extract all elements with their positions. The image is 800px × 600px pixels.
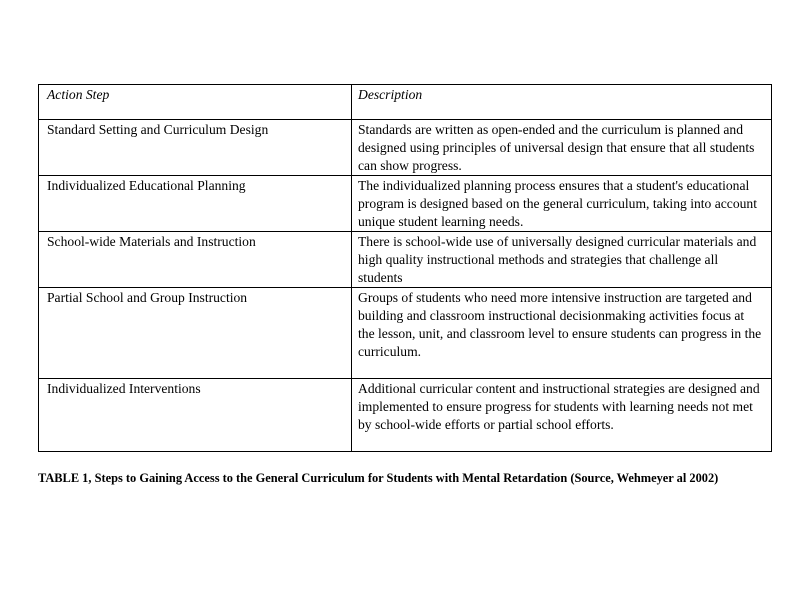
action-step-cell: Standard Setting and Curriculum Design (39, 120, 352, 176)
description-cell: Standards are written as open-ended and the curriculum is planned and designed using principles of universal design that ensure that all students can show progress. (352, 120, 772, 176)
action-step-cell: Individualized Interventions (39, 379, 352, 452)
action-step-cell: Partial School and Group Instruction (39, 288, 352, 379)
action-steps-table (38, 84, 772, 452)
header-action-step: Action Step (39, 85, 352, 120)
action-step-cell: School-wide Materials and Instruction (39, 232, 352, 288)
table-row (39, 232, 772, 288)
description-cell: The individualized planning process ensures that a student's educational program is designed based on the general curriculum, taking into account unique student learning needs. (352, 176, 772, 232)
table-row (39, 379, 772, 452)
table-row (39, 120, 772, 176)
table-caption: TABLE 1, Steps to Gaining Access to the General Curriculum for Students with Mental Retardation (Source, Wehmeyer al 2002) (38, 471, 719, 485)
table-row (39, 176, 772, 232)
header-description: Description (352, 85, 772, 120)
table-row (39, 288, 772, 379)
description-cell: Additional curricular content and instructional strategies are designed and implemented to ensure progress for students with learning needs not met by school-wide efforts or partial school efforts. (352, 379, 772, 452)
description-cell: Groups of students who need more intensive instruction are targeted and building and classroom instructional decisionmaking activities focus at the lesson, unit, and classroom level to ensure students can progress in the curriculum. (352, 288, 772, 379)
description-cell: There is school-wide use of universally designed curricular materials and high quality instructional methods and strategies that challenge all students (352, 232, 772, 288)
action-step-cell: Individualized Educational Planning (39, 176, 352, 232)
table-header-row (39, 85, 772, 120)
